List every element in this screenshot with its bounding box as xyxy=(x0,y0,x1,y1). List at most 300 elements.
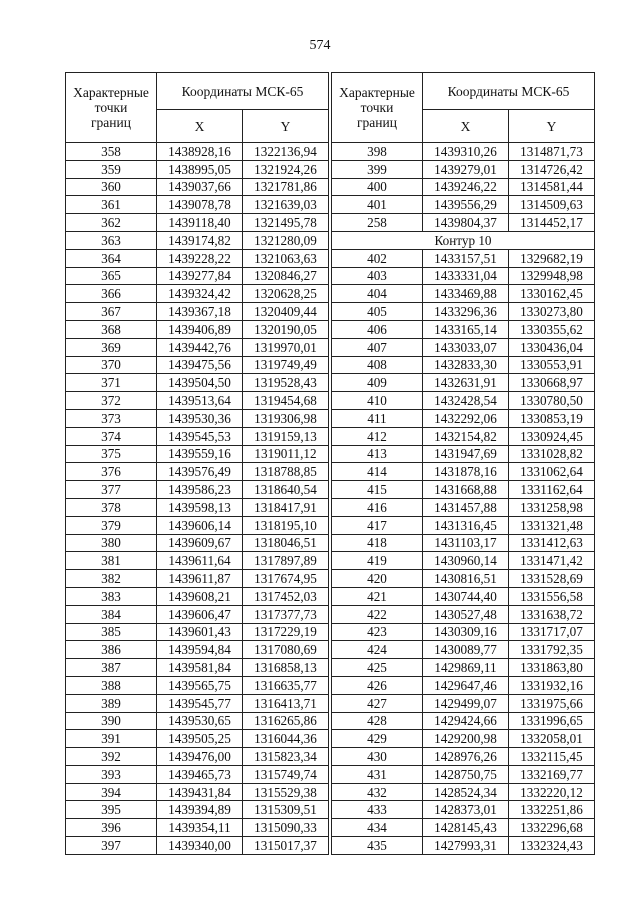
table-row xyxy=(332,676,595,694)
table-row xyxy=(66,587,329,605)
x-coordinate-cell: 1439545,77 xyxy=(157,694,243,712)
y-coordinate-cell: 1315529,38 xyxy=(243,783,329,801)
table-row xyxy=(66,819,329,837)
table-row xyxy=(66,801,329,819)
y-coordinate-cell: 1332324,43 xyxy=(509,837,595,855)
point-number-cell: 372 xyxy=(66,392,157,410)
y-coordinate-cell: 1329682,19 xyxy=(509,249,595,267)
point-number-cell: 419 xyxy=(332,552,423,570)
table-row xyxy=(332,481,595,499)
point-number-cell: 397 xyxy=(66,837,157,855)
point-number-cell: 380 xyxy=(66,534,157,552)
x-coordinate-cell: 1439601,43 xyxy=(157,623,243,641)
y-coordinate-cell: 1332296,68 xyxy=(509,819,595,837)
x-coordinate-cell: 1433033,07 xyxy=(423,338,509,356)
table-row xyxy=(66,392,329,410)
point-number-cell: 388 xyxy=(66,676,157,694)
y-coordinate-cell: 1319159,13 xyxy=(243,427,329,445)
x-coordinate-cell: 1429200,98 xyxy=(423,730,509,748)
x-coordinate-cell: 1439442,76 xyxy=(157,338,243,356)
table-row xyxy=(332,463,595,481)
left-table-body xyxy=(66,143,329,855)
point-number-cell: 431 xyxy=(332,765,423,783)
point-number-cell: 435 xyxy=(332,837,423,855)
point-number-cell: 374 xyxy=(66,427,157,445)
point-number-cell: 398 xyxy=(332,143,423,161)
point-number-cell: 371 xyxy=(66,374,157,392)
y-coordinate-cell: 1317897,89 xyxy=(243,552,329,570)
table-row xyxy=(332,694,595,712)
points-header-line-1: Характерные xyxy=(339,85,415,100)
y-coordinate-cell: 1316413,71 xyxy=(243,694,329,712)
points-header-line-3: границ xyxy=(357,115,397,130)
table-row xyxy=(66,267,329,285)
y-coordinate-cell: 1320190,05 xyxy=(243,320,329,338)
x-coordinate-cell: 1428750,75 xyxy=(423,765,509,783)
x-coordinate-cell: 1439611,87 xyxy=(157,570,243,588)
y-coordinate-cell: 1331932,16 xyxy=(509,676,595,694)
point-number-cell: 427 xyxy=(332,694,423,712)
x-coordinate-cell: 1439228,22 xyxy=(157,249,243,267)
x-coordinate-cell: 1427993,31 xyxy=(423,837,509,855)
x-coordinate-cell: 1439037,66 xyxy=(157,178,243,196)
x-coordinate-cell: 1428145,43 xyxy=(423,819,509,837)
table-row xyxy=(332,409,595,427)
table-row xyxy=(332,570,595,588)
table-row xyxy=(66,427,329,445)
point-number-cell: 406 xyxy=(332,320,423,338)
y-coordinate-cell: 1316635,77 xyxy=(243,676,329,694)
point-number-cell: 379 xyxy=(66,516,157,534)
x-coordinate-cell: 1439118,40 xyxy=(157,214,243,232)
y-coordinate-cell: 1332169,77 xyxy=(509,765,595,783)
x-coordinate-cell: 1439431,84 xyxy=(157,783,243,801)
x-coordinate-cell: 1439530,65 xyxy=(157,712,243,730)
x-coordinate-cell: 1439608,21 xyxy=(157,587,243,605)
x-coordinate-cell: 1438928,16 xyxy=(157,143,243,161)
point-number-cell: 426 xyxy=(332,676,423,694)
y-coordinate-cell: 1330355,62 xyxy=(509,320,595,338)
x-coordinate-cell: 1439606,14 xyxy=(157,516,243,534)
point-number-cell: 383 xyxy=(66,587,157,605)
y-coordinate-cell: 1330853,19 xyxy=(509,409,595,427)
y-coordinate-cell: 1319454,68 xyxy=(243,392,329,410)
point-number-cell: 384 xyxy=(66,605,157,623)
point-number-cell: 387 xyxy=(66,659,157,677)
x-coordinate-cell: 1439545,53 xyxy=(157,427,243,445)
point-number-cell: 411 xyxy=(332,409,423,427)
point-number-cell: 414 xyxy=(332,463,423,481)
point-number-cell: 430 xyxy=(332,748,423,766)
y-coordinate-cell: 1314452,17 xyxy=(509,214,595,232)
right-table-body xyxy=(332,143,595,855)
point-number-cell: 420 xyxy=(332,570,423,588)
y-coordinate-cell: 1332251,86 xyxy=(509,801,595,819)
points-header-line-3: границ xyxy=(91,115,131,130)
x-coordinate-cell: 1430527,48 xyxy=(423,605,509,623)
table-row xyxy=(332,730,595,748)
points-header xyxy=(66,73,157,143)
x-header: X xyxy=(423,110,509,143)
point-number-cell: 434 xyxy=(332,819,423,837)
y-coordinate-cell: 1318788,85 xyxy=(243,463,329,481)
point-number-cell: 400 xyxy=(332,178,423,196)
table-row xyxy=(66,409,329,427)
point-number-cell: 432 xyxy=(332,783,423,801)
point-number-cell: 422 xyxy=(332,605,423,623)
table-row xyxy=(66,285,329,303)
point-number-cell: 416 xyxy=(332,498,423,516)
table-row xyxy=(332,303,595,321)
x-coordinate-cell: 1431947,69 xyxy=(423,445,509,463)
point-number-cell: 394 xyxy=(66,783,157,801)
point-number-cell: 368 xyxy=(66,320,157,338)
x-coordinate-cell: 1439078,78 xyxy=(157,196,243,214)
table-row xyxy=(332,801,595,819)
y-coordinate-cell: 1330162,45 xyxy=(509,285,595,303)
y-coordinate-cell: 1321495,78 xyxy=(243,214,329,232)
point-number-cell: 375 xyxy=(66,445,157,463)
table-row xyxy=(332,748,595,766)
table-row xyxy=(332,837,595,855)
point-number-cell: 359 xyxy=(66,160,157,178)
x-coordinate-cell: 1432428,54 xyxy=(423,392,509,410)
x-coordinate-cell: 1439804,37 xyxy=(423,214,509,232)
x-coordinate-cell: 1432154,82 xyxy=(423,427,509,445)
x-coordinate-cell: 1439513,64 xyxy=(157,392,243,410)
y-coordinate-cell: 1330436,04 xyxy=(509,338,595,356)
x-coordinate-cell: 1439556,29 xyxy=(423,196,509,214)
x-coordinate-cell: 1439576,49 xyxy=(157,463,243,481)
table-row xyxy=(66,570,329,588)
x-coordinate-cell: 1439559,16 xyxy=(157,445,243,463)
x-coordinate-cell: 1439367,18 xyxy=(157,303,243,321)
y-coordinate-cell: 1331162,64 xyxy=(509,481,595,499)
point-number-cell: 413 xyxy=(332,445,423,463)
y-coordinate-cell: 1322136,94 xyxy=(243,143,329,161)
y-coordinate-cell: 1318046,51 xyxy=(243,534,329,552)
x-coordinate-cell: 1429869,11 xyxy=(423,659,509,677)
y-coordinate-cell: 1314581,44 xyxy=(509,178,595,196)
point-number-cell: 429 xyxy=(332,730,423,748)
y-coordinate-cell: 1330924,45 xyxy=(509,427,595,445)
x-coordinate-cell: 1439606,47 xyxy=(157,605,243,623)
point-number-cell: 370 xyxy=(66,356,157,374)
point-number-cell: 362 xyxy=(66,214,157,232)
table-row xyxy=(332,605,595,623)
table-row xyxy=(332,641,595,659)
table-row xyxy=(332,196,595,214)
x-coordinate-cell: 1439505,25 xyxy=(157,730,243,748)
table-row xyxy=(332,178,595,196)
point-number-cell: 377 xyxy=(66,481,157,499)
table-row xyxy=(66,676,329,694)
y-coordinate-cell: 1332220,12 xyxy=(509,783,595,801)
coords-header: Координаты МСК-65 xyxy=(157,73,329,110)
y-coordinate-cell: 1317674,95 xyxy=(243,570,329,588)
table-row xyxy=(332,320,595,338)
y-coordinate-cell: 1331321,48 xyxy=(509,516,595,534)
y-coordinate-cell: 1331412,63 xyxy=(509,534,595,552)
table-row xyxy=(66,196,329,214)
table-row xyxy=(332,338,595,356)
point-number-cell: 381 xyxy=(66,552,157,570)
table-row xyxy=(332,356,595,374)
table-row xyxy=(66,356,329,374)
point-number-cell: 365 xyxy=(66,267,157,285)
table-row xyxy=(66,659,329,677)
y-header: Y xyxy=(243,110,329,143)
point-number-cell: 402 xyxy=(332,249,423,267)
points-header-line-2: точки xyxy=(360,100,394,115)
y-coordinate-cell: 1319011,12 xyxy=(243,445,329,463)
y-coordinate-cell: 1317377,73 xyxy=(243,605,329,623)
table-row xyxy=(66,552,329,570)
point-number-cell: 385 xyxy=(66,623,157,641)
x-coordinate-cell: 1439565,75 xyxy=(157,676,243,694)
y-coordinate-cell: 1315309,51 xyxy=(243,801,329,819)
point-number-cell: 405 xyxy=(332,303,423,321)
y-coordinate-cell: 1318417,91 xyxy=(243,498,329,516)
y-coordinate-cell: 1319306,98 xyxy=(243,409,329,427)
y-coordinate-cell: 1317229,19 xyxy=(243,623,329,641)
x-coordinate-cell: 1439279,01 xyxy=(423,160,509,178)
table-row xyxy=(332,267,595,285)
table-row xyxy=(66,338,329,356)
table-row xyxy=(66,214,329,232)
point-number-cell: 366 xyxy=(66,285,157,303)
x-coordinate-cell: 1430744,40 xyxy=(423,587,509,605)
point-number-cell: 358 xyxy=(66,143,157,161)
table-row xyxy=(66,748,329,766)
x-coordinate-cell: 1433165,14 xyxy=(423,320,509,338)
table-row xyxy=(66,178,329,196)
y-coordinate-cell: 1315823,34 xyxy=(243,748,329,766)
table-row xyxy=(332,445,595,463)
point-number-cell: 410 xyxy=(332,392,423,410)
y-coordinate-cell: 1330273,80 xyxy=(509,303,595,321)
x-coordinate-cell: 1439277,84 xyxy=(157,267,243,285)
x-coordinate-cell: 1439354,11 xyxy=(157,819,243,837)
x-coordinate-cell: 1439611,64 xyxy=(157,552,243,570)
y-coordinate-cell: 1331996,65 xyxy=(509,712,595,730)
y-coordinate-cell: 1320409,44 xyxy=(243,303,329,321)
table-row xyxy=(332,765,595,783)
point-number-cell: 421 xyxy=(332,587,423,605)
table-row xyxy=(66,516,329,534)
table-row xyxy=(332,587,595,605)
point-number-cell: 433 xyxy=(332,801,423,819)
table-row xyxy=(66,712,329,730)
y-coordinate-cell: 1332058,01 xyxy=(509,730,595,748)
table-row xyxy=(66,837,329,855)
x-coordinate-cell: 1439394,89 xyxy=(157,801,243,819)
point-number-cell: 382 xyxy=(66,570,157,588)
x-coordinate-cell: 1439586,23 xyxy=(157,481,243,499)
point-number-cell: 428 xyxy=(332,712,423,730)
x-coordinate-cell: 1430960,14 xyxy=(423,552,509,570)
y-coordinate-cell: 1331258,98 xyxy=(509,498,595,516)
point-number-cell: 396 xyxy=(66,819,157,837)
table-row xyxy=(332,552,595,570)
x-header: X xyxy=(157,110,243,143)
table-row xyxy=(332,160,595,178)
x-coordinate-cell: 1429647,46 xyxy=(423,676,509,694)
y-coordinate-cell: 1331028,82 xyxy=(509,445,595,463)
x-coordinate-cell: 1428976,26 xyxy=(423,748,509,766)
table-row xyxy=(66,320,329,338)
point-number-cell: 408 xyxy=(332,356,423,374)
y-coordinate-cell: 1331528,69 xyxy=(509,570,595,588)
table-row xyxy=(332,623,595,641)
point-number-cell: 367 xyxy=(66,303,157,321)
x-coordinate-cell: 1430816,51 xyxy=(423,570,509,588)
y-coordinate-cell: 1331717,07 xyxy=(509,623,595,641)
x-coordinate-cell: 1430089,77 xyxy=(423,641,509,659)
x-coordinate-cell: 1439594,84 xyxy=(157,641,243,659)
x-coordinate-cell: 1428373,01 xyxy=(423,801,509,819)
point-number-cell: 361 xyxy=(66,196,157,214)
x-coordinate-cell: 1429499,07 xyxy=(423,694,509,712)
y-coordinate-cell: 1315090,33 xyxy=(243,819,329,837)
point-number-cell: 363 xyxy=(66,231,157,249)
point-number-cell: 258 xyxy=(332,214,423,232)
page-number: 574 xyxy=(309,38,331,53)
point-number-cell: 376 xyxy=(66,463,157,481)
table-row xyxy=(66,303,329,321)
point-number-cell: 364 xyxy=(66,249,157,267)
y-coordinate-cell: 1318195,10 xyxy=(243,516,329,534)
y-coordinate-cell: 1316044,36 xyxy=(243,730,329,748)
y-coordinate-cell: 1314509,63 xyxy=(509,196,595,214)
x-coordinate-cell: 1439406,89 xyxy=(157,320,243,338)
table-row xyxy=(66,498,329,516)
x-coordinate-cell: 1433469,88 xyxy=(423,285,509,303)
y-coordinate-cell: 1315749,74 xyxy=(243,765,329,783)
x-coordinate-cell: 1431316,45 xyxy=(423,516,509,534)
y-coordinate-cell: 1316858,13 xyxy=(243,659,329,677)
x-coordinate-cell: 1431457,88 xyxy=(423,498,509,516)
y-coordinate-cell: 1319970,01 xyxy=(243,338,329,356)
x-coordinate-cell: 1439598,13 xyxy=(157,498,243,516)
table-row xyxy=(66,231,329,249)
point-number-cell: 369 xyxy=(66,338,157,356)
table-row xyxy=(66,249,329,267)
x-coordinate-cell: 1439504,50 xyxy=(157,374,243,392)
x-coordinate-cell: 1432631,91 xyxy=(423,374,509,392)
table-row xyxy=(332,427,595,445)
y-coordinate-cell: 1330780,50 xyxy=(509,392,595,410)
y-coordinate-cell: 1321639,03 xyxy=(243,196,329,214)
y-coordinate-cell: 1331556,58 xyxy=(509,587,595,605)
table-row xyxy=(66,605,329,623)
point-number-cell: 415 xyxy=(332,481,423,499)
y-coordinate-cell: 1331975,66 xyxy=(509,694,595,712)
table-row xyxy=(66,445,329,463)
point-number-cell: 412 xyxy=(332,427,423,445)
y-coordinate-cell: 1319528,43 xyxy=(243,374,329,392)
contour-row xyxy=(332,231,595,249)
x-coordinate-cell: 1432292,06 xyxy=(423,409,509,427)
x-coordinate-cell: 1439174,82 xyxy=(157,231,243,249)
x-coordinate-cell: 1439340,00 xyxy=(157,837,243,855)
point-number-cell: 423 xyxy=(332,623,423,641)
x-coordinate-cell: 1439530,36 xyxy=(157,409,243,427)
points-header-line-1: Характерные xyxy=(73,85,149,100)
table-row xyxy=(66,463,329,481)
y-coordinate-cell: 1314871,73 xyxy=(509,143,595,161)
point-number-cell: 399 xyxy=(332,160,423,178)
table-row xyxy=(332,374,595,392)
point-number-cell: 401 xyxy=(332,196,423,214)
y-coordinate-cell: 1314726,42 xyxy=(509,160,595,178)
y-coordinate-cell: 1317080,69 xyxy=(243,641,329,659)
point-number-cell: 390 xyxy=(66,712,157,730)
y-coordinate-cell: 1331062,64 xyxy=(509,463,595,481)
point-number-cell: 395 xyxy=(66,801,157,819)
contour-label: Контур 10 xyxy=(332,231,595,249)
table-row xyxy=(332,285,595,303)
point-number-cell: 391 xyxy=(66,730,157,748)
x-coordinate-cell: 1439246,22 xyxy=(423,178,509,196)
point-number-cell: 424 xyxy=(332,641,423,659)
y-coordinate-cell: 1331638,72 xyxy=(509,605,595,623)
x-coordinate-cell: 1431103,17 xyxy=(423,534,509,552)
point-number-cell: 418 xyxy=(332,534,423,552)
point-number-cell: 393 xyxy=(66,765,157,783)
table-row xyxy=(66,534,329,552)
table-row xyxy=(66,481,329,499)
x-coordinate-cell: 1439581,84 xyxy=(157,659,243,677)
point-number-cell: 360 xyxy=(66,178,157,196)
y-coordinate-cell: 1330668,97 xyxy=(509,374,595,392)
point-number-cell: 373 xyxy=(66,409,157,427)
table-row xyxy=(332,214,595,232)
y-coordinate-cell: 1329948,98 xyxy=(509,267,595,285)
x-coordinate-cell: 1439476,00 xyxy=(157,748,243,766)
points-header xyxy=(332,73,423,143)
y-header: Y xyxy=(509,110,595,143)
point-number-cell: 425 xyxy=(332,659,423,677)
points-header-line-2: точки xyxy=(94,100,128,115)
point-number-cell: 409 xyxy=(332,374,423,392)
x-coordinate-cell: 1431878,16 xyxy=(423,463,509,481)
x-coordinate-cell: 1429424,66 xyxy=(423,712,509,730)
x-coordinate-cell: 1432833,30 xyxy=(423,356,509,374)
y-coordinate-cell: 1321063,63 xyxy=(243,249,329,267)
x-coordinate-cell: 1439475,56 xyxy=(157,356,243,374)
table-row xyxy=(332,249,595,267)
y-coordinate-cell: 1331471,42 xyxy=(509,552,595,570)
y-coordinate-cell: 1321924,26 xyxy=(243,160,329,178)
table-row xyxy=(332,516,595,534)
point-number-cell: 378 xyxy=(66,498,157,516)
table-row xyxy=(66,730,329,748)
table-row xyxy=(332,392,595,410)
point-number-cell: 403 xyxy=(332,267,423,285)
x-coordinate-cell: 1431668,88 xyxy=(423,481,509,499)
table-row xyxy=(66,783,329,801)
table-row xyxy=(332,712,595,730)
y-coordinate-cell: 1317452,03 xyxy=(243,587,329,605)
table-row xyxy=(332,143,595,161)
y-coordinate-cell: 1320846,27 xyxy=(243,267,329,285)
table-row xyxy=(66,623,329,641)
y-coordinate-cell: 1330553,91 xyxy=(509,356,595,374)
y-coordinate-cell: 1319749,49 xyxy=(243,356,329,374)
y-coordinate-cell: 1331863,80 xyxy=(509,659,595,677)
x-coordinate-cell: 1430309,16 xyxy=(423,623,509,641)
